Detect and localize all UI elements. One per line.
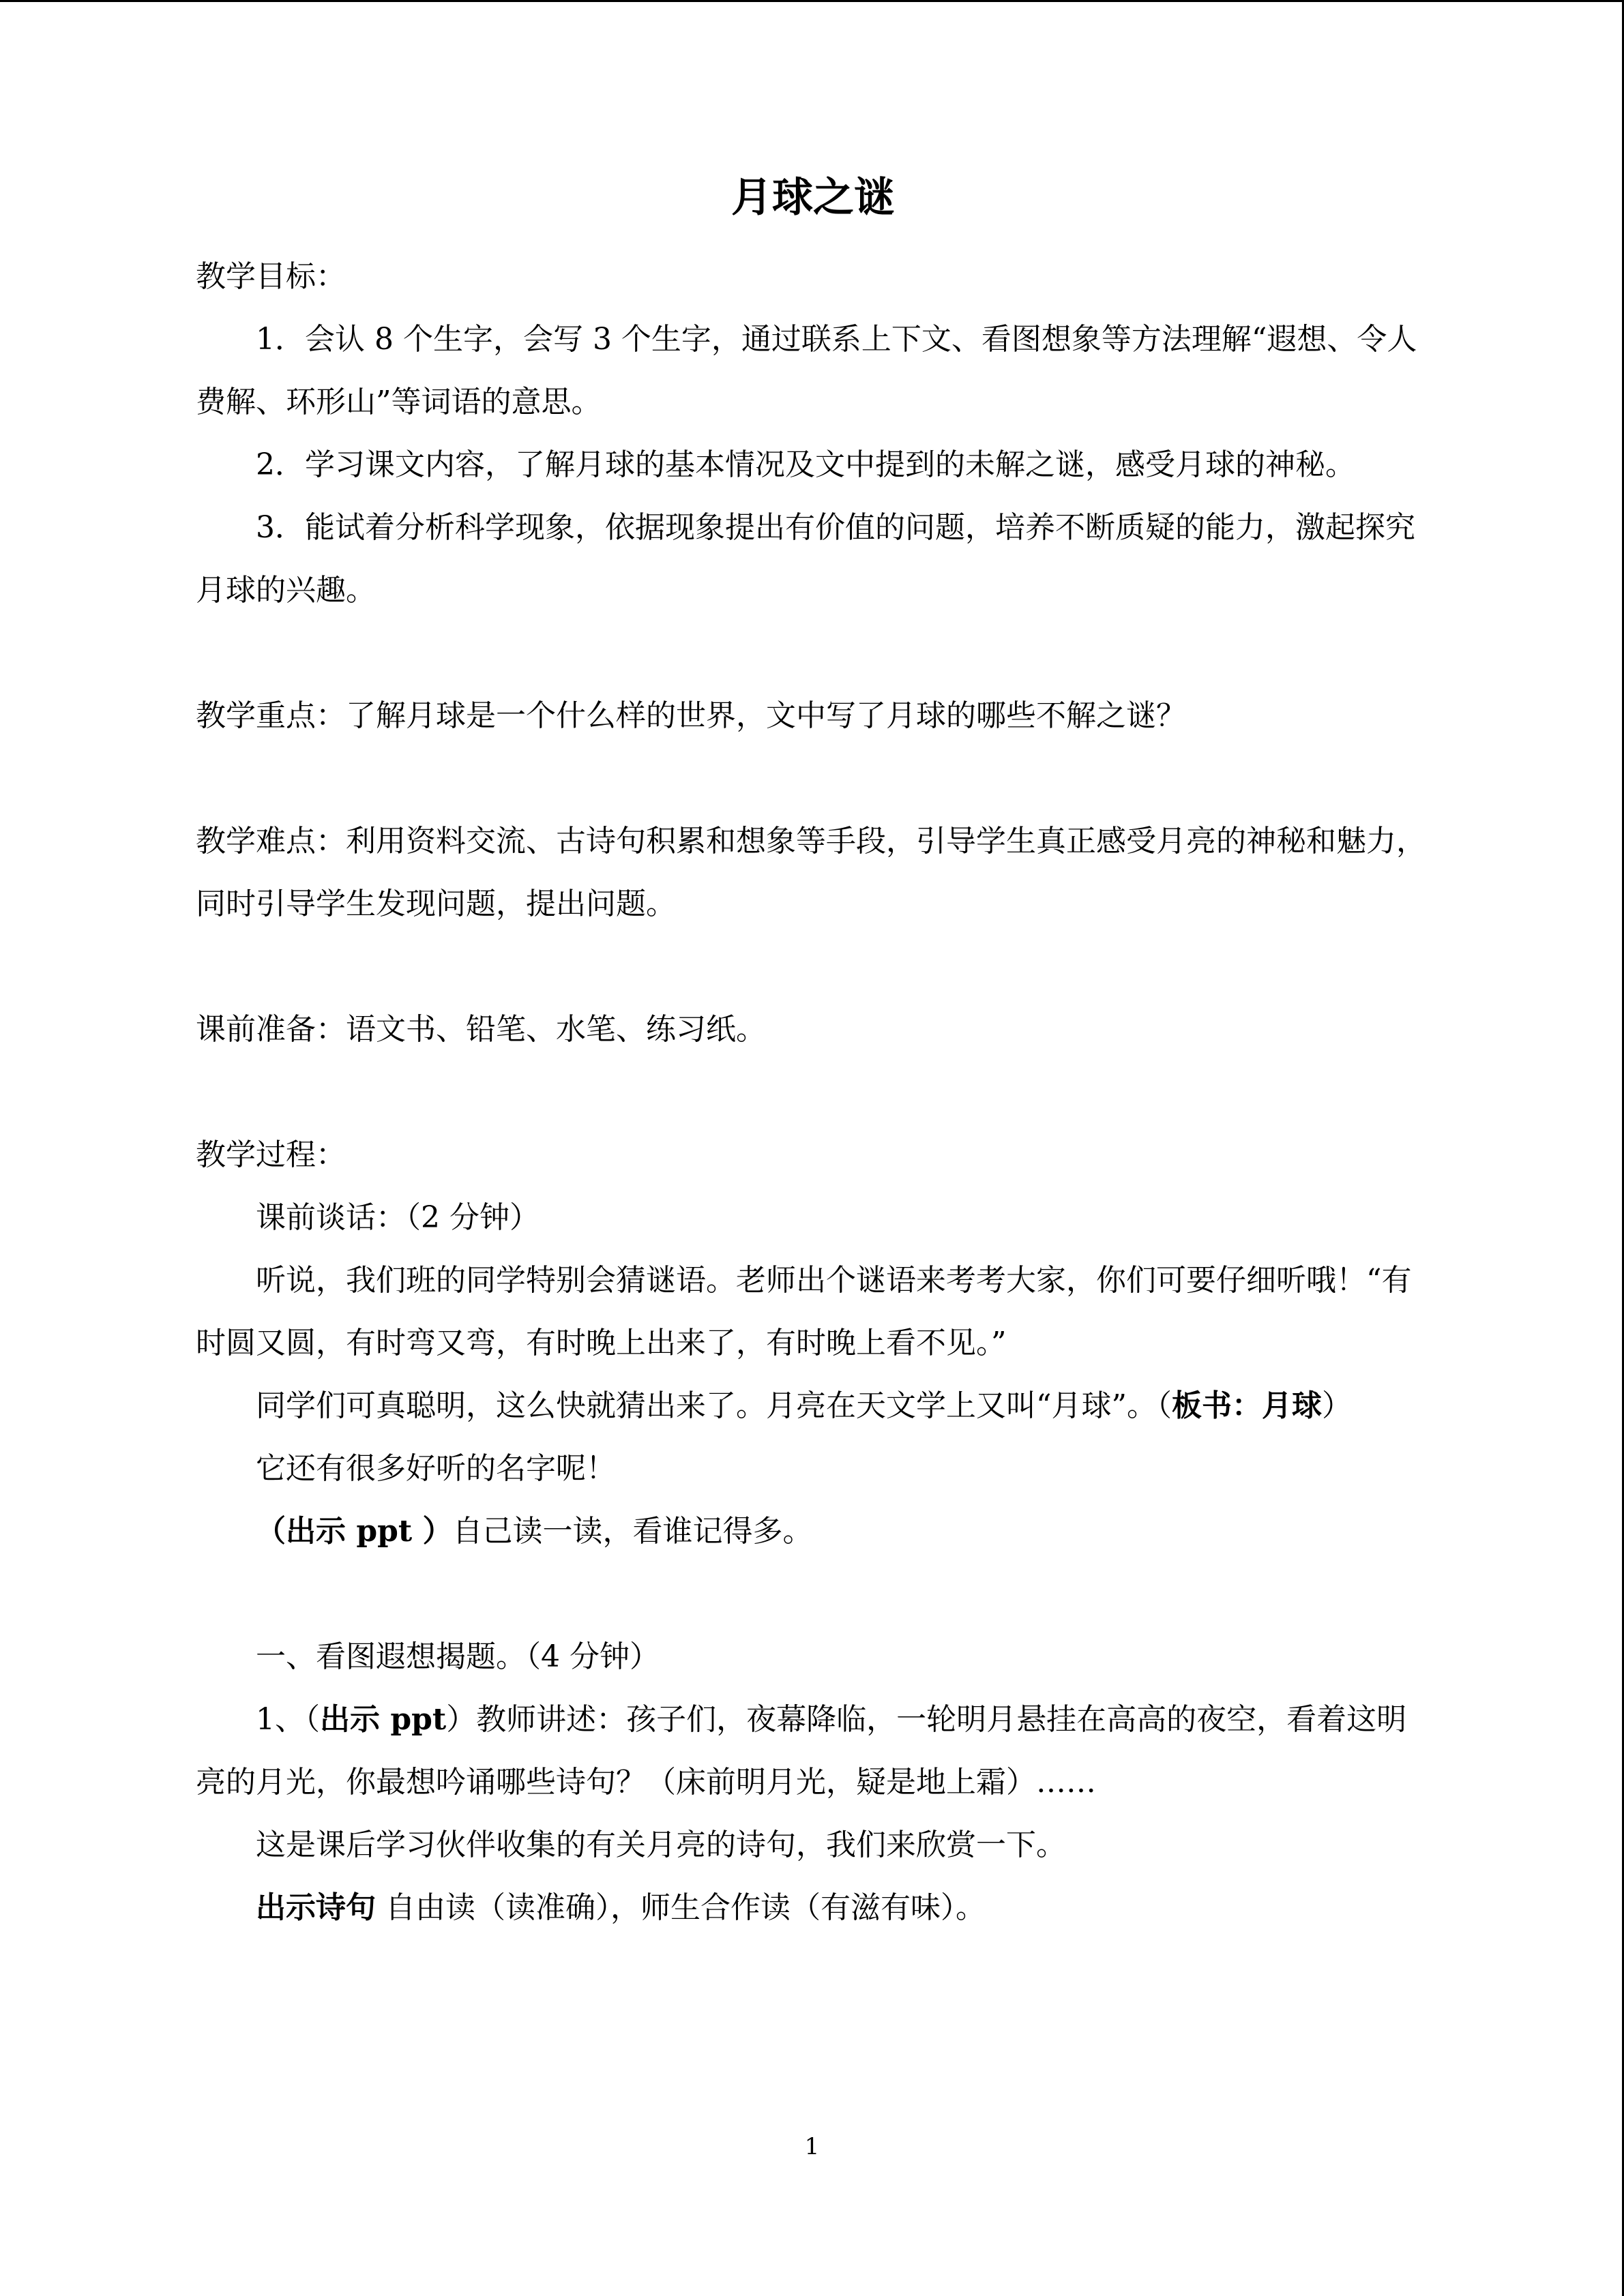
pre-talk: 课前谈话：（2 分钟） xyxy=(256,1200,540,1235)
objective-item-3: 3．能试着分析科学现象，依据现象提出有价值的问题，培养不断质疑的能力，激起探究月球的兴趣。 xyxy=(196,510,1415,608)
process-heading: 教学过程： xyxy=(196,1137,346,1172)
smart-close: ） xyxy=(1322,1388,1352,1423)
blackboard-note: 板书：月球 xyxy=(1172,1388,1322,1423)
step-text: ）教师讲述：孩子们，夜幕降临，一轮明月悬挂在高高的夜空，看着这明亮的月光，你最想吟诵哪些诗句？（床前明月光，疑是地上霜）…… xyxy=(196,1702,1407,1800)
spacer xyxy=(196,622,1430,685)
key-point: 教学重点：了解月球是一个什么样的世界，文中写了月球的哪些不解之谜？ xyxy=(196,698,1186,733)
objective-item-1: 1．会认 8 个生字，会写 3 个生字，通过联系上下文、看图想象等方法理解“遐想、令人费解、环形山”等词语的意思。 xyxy=(196,322,1417,419)
names-paragraph: 它还有很多好听的名字呢！ xyxy=(256,1451,616,1486)
smart-paragraph xyxy=(196,1375,1430,1437)
poems-label: 出示诗句 xyxy=(256,1890,376,1925)
section-1-step-1 xyxy=(196,1688,1430,1814)
section-1-title: 一、看图遐想揭题。（4 分钟） xyxy=(256,1639,660,1674)
poems-paragraph xyxy=(196,1877,1430,1939)
difficulty: 教学难点：利用资料交流、古诗句积累和想象等手段，引导学生真正感受月亮的神秘和魅力，同时引导学生发现问题，提出问题。 xyxy=(196,824,1426,921)
spacer xyxy=(196,936,1430,998)
step-prefix: 1、（ xyxy=(256,1702,320,1737)
spacer xyxy=(196,747,1430,810)
smart-text: 同学们可真聪明，这么快就猜出来了。月亮在天文学上又叫“月球”。（ xyxy=(256,1388,1172,1423)
preparation: 课前准备：语文书、铅笔、水笔、练习纸。 xyxy=(196,1012,766,1047)
show-ppt-label: （出示 ppt ） xyxy=(256,1514,453,1549)
show-ppt-text: 自己读一读，看谁记得多。 xyxy=(452,1514,813,1549)
document-body xyxy=(196,157,1430,1939)
step-ppt-label: 出示 ppt xyxy=(320,1702,447,1737)
objective-item-2: 2．学习课文内容，了解月球的基本情况及文中提到的未解之谜，感受月球的神秘。 xyxy=(256,447,1355,482)
poems-intro: 这是课后学习伙伴收集的有关月亮的诗句，我们来欣赏一下。 xyxy=(256,1828,1066,1862)
spacer xyxy=(196,1563,1430,1626)
spacer xyxy=(196,1061,1430,1124)
show-ppt-paragraph xyxy=(196,1500,1430,1563)
riddle-paragraph: 听说，我们班的同学特别会猜谜语。老师出个谜语来考考大家，你们可要仔细听哦！“有时圆又圆，有时弯又弯，有时晚上出来了，有时晚上看不见。” xyxy=(196,1263,1412,1360)
poems-text: 自由读（读准确），师生合作读（有滋有味）。 xyxy=(376,1890,986,1925)
document-title: 月球之谜 xyxy=(731,174,895,222)
page-border-top xyxy=(0,0,1624,2)
objectives-heading: 教学目标： xyxy=(196,259,346,294)
page-number: 1 xyxy=(804,2133,820,2160)
